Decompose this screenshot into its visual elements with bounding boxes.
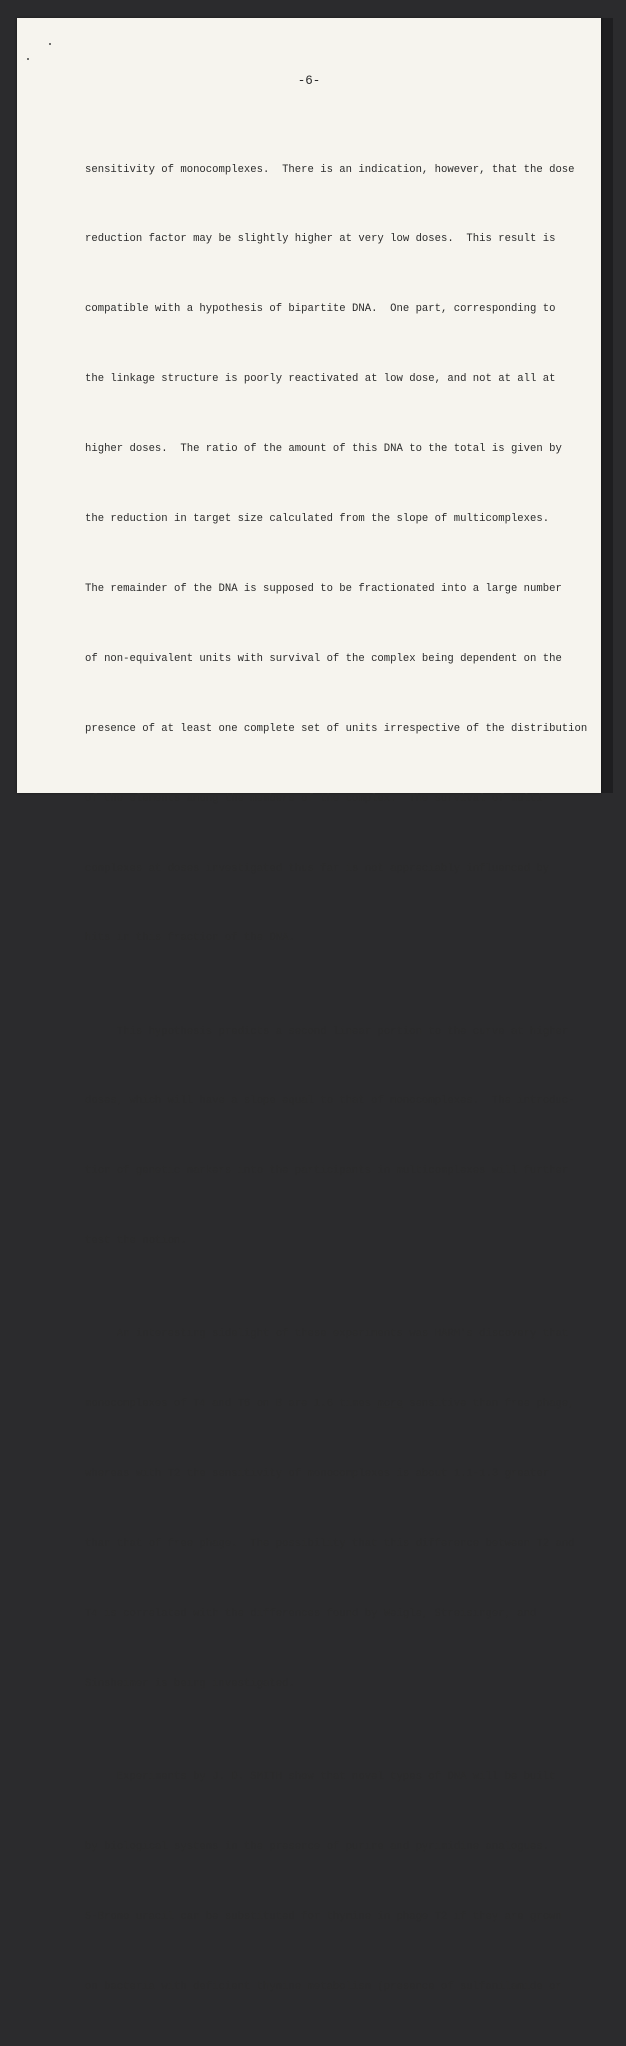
text-line: The remainder of the DNA is supposed to be fractionated into a large number (85, 582, 562, 595)
text-line: presence of at least one complete set of units irrespective of the distribution (85, 722, 588, 735)
text-line: monocomplexes of T4 and T6 on B are 1.6 times more sensitive than free phage, (85, 1398, 575, 1411)
text-line: higher doses. The ratio of the amount of this DNA to the total is given by (85, 443, 562, 456)
body-text (85, 112, 588, 2046)
text-line: An interesting sidelight of these experiments was HARM's discovery that (85, 1328, 569, 1341)
text-line: This hypothesis predicts a second linear portion to the curve at higher (85, 1025, 569, 1038)
text-line: T4 is correlated with the differences found by Weigle, Streisinger, and (85, 1608, 537, 1620)
text-line: by biological systems in the presence of purine and pyrimidine analogues. (85, 1840, 550, 1853)
underlined-word: more (377, 1398, 403, 1411)
text-line: compatible with a hypothesis of bipartite DNA. One part, corresponding to (85, 303, 556, 316)
text-line: of the elements among the members of the complex. The survival of multi- (85, 792, 550, 805)
text-line: on bacteria with deficient thymine metabolism (presence of sulfanilamide or (85, 1980, 562, 1993)
text-line: test the notion. (85, 1235, 187, 1248)
text-line: doses, which will have a slope equal to that of monocomplexes. The introduc- (85, 1095, 575, 1108)
text-line: whereas with T2 the sensitivity of monocomplexes is about 1.1-1.3 greater (85, 1468, 550, 1481)
text-line: than that of free phage. The possibility that this difference between T2 and (85, 1538, 575, 1551)
text-line: the reduction in target size calculated from the slope of multicomplexes. (85, 513, 550, 526)
scan-edge (601, 18, 613, 793)
text-line: tion of genetic markers into the participants in multicomplexes will further (85, 1165, 569, 1178)
text-line: the linkage structure is poorly reactivated at low dose, and not at all at (85, 373, 556, 386)
text-line: reduction factor may be slightly higher at very low doses. This result is (85, 233, 556, 246)
text-line: complexes at doses investigated thus far is not appreciably influenced by (85, 862, 550, 875)
text-line: Sinsheimer is being investigated. (85, 1677, 295, 1690)
text-line: 5-Bromo uracil can be substituted for thymine in phage T2 if they are grown (85, 1910, 562, 1923)
document-page (17, 18, 601, 1993)
text-line: Experiments by J. D. SMITH show that novel types of DNA will be built (85, 1771, 556, 1784)
text-line: hits in this fraction of the DNA. (85, 932, 295, 945)
speck-mark (49, 43, 51, 45)
page-number: -6- (297, 74, 321, 88)
speck-mark (27, 58, 29, 60)
text-line: of non-equivalent units with survival of the complex being dependent on the (85, 652, 562, 665)
text-line: sensitivity of monocomplexes. There is an indication, however, that the dose (85, 163, 575, 176)
